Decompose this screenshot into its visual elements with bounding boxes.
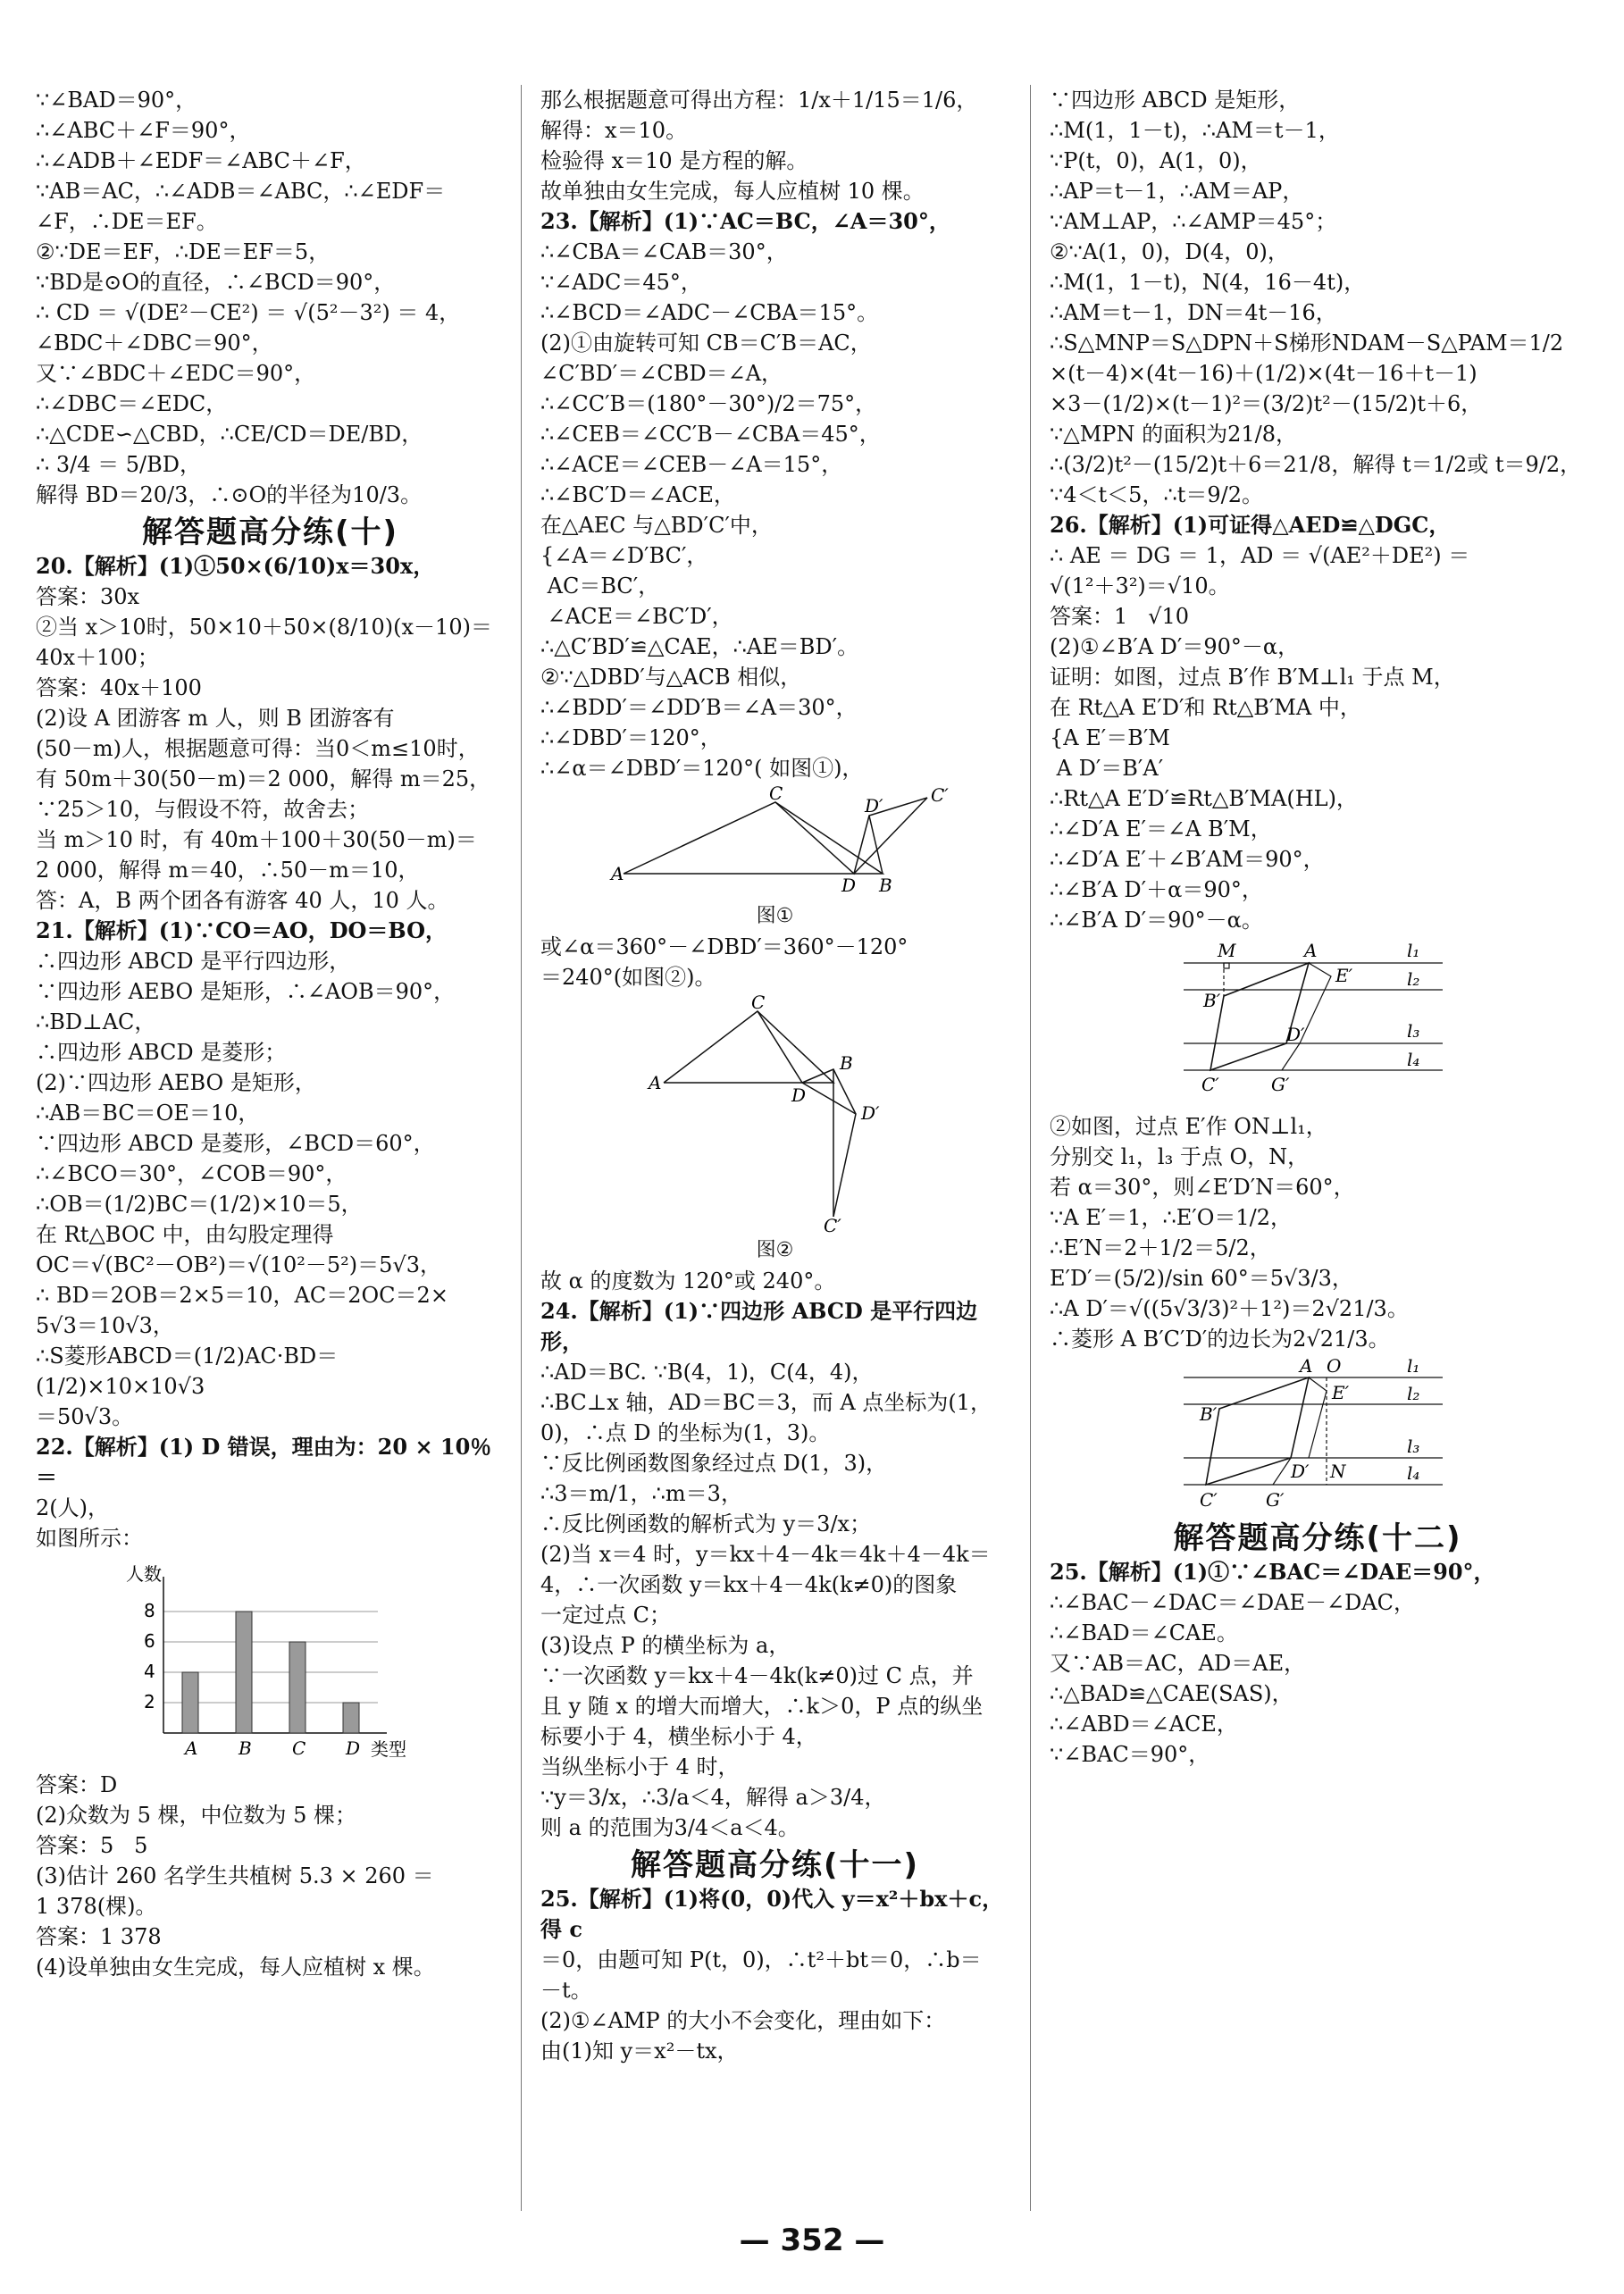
segment-bd-prime [869, 816, 883, 874]
column-1 [36, 85, 505, 1982]
text-line: ∴四边形 ABCD 是平行四边形， [36, 949, 351, 974]
text-line: ∴∠α＝∠DBD′＝120°( 如图①)， [540, 756, 864, 781]
text-line: 2(人)， [36, 1495, 109, 1520]
text-line: OC＝√(BC²－OB²)＝√(10²－5²)＝5√3， [36, 1252, 441, 1277]
label-l4: l₄ [1407, 1462, 1420, 1484]
label-d-prime: D′ [860, 1102, 880, 1124]
text-line: ∴BC⊥x 轴，AD＝BC＝3，而 A 点坐标为(1， [540, 1390, 992, 1415]
label-a: A [1300, 1355, 1313, 1377]
text-line: 若 α＝30°，则∠E′D′N＝60°， [1050, 1175, 1355, 1200]
text-line: {A E′＝B′M [1050, 725, 1170, 750]
label-l3: l₃ [1407, 1436, 1420, 1457]
text-line: ∠F，∴DE＝EF。 [36, 209, 218, 234]
answer-line: 答案：5 5 [36, 1833, 148, 1858]
label-l2: l₂ [1407, 1383, 1420, 1404]
text-line: ∴∠ABD＝∠ACE， [1050, 1712, 1238, 1737]
col2b-lines [540, 932, 1009, 992]
text-line: 答：A，B 两个团各有游客 40 人，10 人。 [36, 888, 449, 913]
triangle-ae-d [1309, 1377, 1327, 1458]
text-line: 在△AEC 与△BD′C′中， [540, 513, 773, 538]
text-line: √(1²＋3²)＝√10。 [1050, 574, 1230, 599]
text-line: ∴∠BDD′＝∠DD′B＝∠A＝30°， [540, 695, 858, 720]
label-m: M [1218, 940, 1236, 961]
col2c-lines [540, 1266, 1009, 1843]
segment-d-g [1282, 1043, 1300, 1070]
text-line: 分别交 l₁，l₃ 于点 O，N， [1050, 1144, 1310, 1169]
text-line: (50－m)人，根据题意可得：当0＜m≤10时， [36, 736, 480, 761]
text-line: ∴AD＝BC. ∵B(4，1)，C(4，4)， [540, 1360, 874, 1385]
bar-a [182, 1672, 198, 1733]
text-line: 40x＋100； [36, 645, 159, 670]
text-line: ∵△MPN 的面积为21/8， [1050, 422, 1297, 447]
text-line: ∴AM＝t－1，DN＝4t－16， [1050, 300, 1337, 325]
label-d-prime: D′ [1291, 1461, 1310, 1482]
text-line: ×3－(1/2)×(t－1)²＝(3/2)t²－(15/2)t＋6， [1050, 391, 1483, 416]
col1c-lines [36, 1770, 505, 1982]
label-l2: l₂ [1407, 968, 1420, 990]
text-line: 0)，∴点 D 的坐标为(1，3)。 [540, 1420, 831, 1445]
section-title: 解答题高分练(十) [141, 515, 399, 550]
text-line: ∵25＞10，与假设不符，故舍去； [36, 797, 370, 822]
text-line: ∴∠ABC＋∠F＝90°， [36, 118, 251, 143]
polyline-bd-prime [802, 1069, 856, 1217]
text-line: ∴S菱形ABCD＝(1/2)AC·BD＝(1/2)×10×10√3 [36, 1344, 339, 1399]
bar-b [236, 1612, 252, 1733]
col3b-lines [1050, 1111, 1586, 1354]
section-title: 解答题高分练(十二) [1173, 1520, 1462, 1556]
text-line: ②如图，过点 E′作 ON⊥l₁， [1050, 1114, 1327, 1139]
label-g-prime: G′ [1266, 1489, 1285, 1511]
text-line: ∴∠DBC＝∠EDC， [36, 391, 228, 416]
figure-26-1 [1184, 941, 1452, 1106]
text-line: 由(1)知 y＝x²－tx， [540, 2039, 739, 2064]
text-line: ∴(3/2)t²－(15/2)t＋6＝21/8，解得 t＝1/2或 t＝9/2， [1050, 452, 1582, 477]
text-line: ∴E′N＝2＋1/2＝5/2， [1050, 1235, 1271, 1260]
text-line: (3)估计 260 名学生共植树 5.3 × 260 ＝ [36, 1863, 434, 1888]
label-a: A [1304, 940, 1318, 961]
text-line: ∴∠D′A E′＝∠A B′M， [1050, 816, 1272, 841]
x-tick-label: A [184, 1737, 197, 1759]
text-line: ∴A D′＝√((5√3/3)²＋1²)＝2√21/3。 [1050, 1296, 1409, 1321]
triangle-acb [664, 1011, 833, 1083]
text-line: ∴OB＝(1/2)BC＝(1/2)×10＝5， [36, 1192, 363, 1217]
text-line: ∵P(t，0)，A(1，0)， [1050, 148, 1262, 173]
answer-line: 答案：30x [36, 584, 140, 609]
label-d: D [841, 875, 856, 896]
y-tick-label: 2 [143, 1691, 155, 1712]
col2-lines [540, 85, 1009, 783]
text-line: 或∠α＝360°－∠DBD′＝360°－120° [540, 934, 908, 959]
bar-chart [110, 1559, 431, 1764]
question-20: 20.【解析】(1)①50×(6/10)x＝30x， [36, 553, 435, 579]
text-line: 4，∴一次函数 y＝kx＋4－4k(k≠0)的图象 [540, 1572, 958, 1597]
question-24: 24.【解析】(1)∵四边形 ABCD 是平行四边形， [540, 1298, 978, 1354]
text-line: ∵A E′＝1，∴E′O＝1/2， [1050, 1205, 1293, 1230]
text-line: ∴AB＝BC＝OE＝10， [36, 1101, 260, 1126]
x-axis-label: 类型 [370, 1738, 406, 1760]
label-c-prime: C′ [1201, 1074, 1219, 1095]
text-line: ＝240°(如图②)。 [540, 965, 716, 990]
col1-lines [36, 85, 505, 510]
section-title: 解答题高分练(十一) [630, 1847, 920, 1883]
label-c-prime: C′ [930, 784, 949, 806]
text-line: {∠A＝∠D′BC′， [540, 543, 708, 568]
x-tick-label: B [238, 1737, 252, 1759]
figure-2 [641, 992, 909, 1236]
text-line: ∴△CDE∽△CBD，∴CE/CD＝DE/BD， [36, 422, 423, 447]
text-line: ∴∠CC′B＝(180°－30°)/2＝75°， [540, 391, 877, 416]
text-line: ∴M(1，1－t)，N(4，16－4t)， [1050, 270, 1366, 295]
text-line: (2)当 x＝4 时，y＝kx＋4－4k＝4k＋4－4k＝ [540, 1542, 991, 1567]
text-line: ∴ CD ＝ √(DE²－CE²) ＝ √(5²－3²) ＝ 4， [36, 300, 461, 325]
text-line: ②当 x＞10时，50×10＋50×(8/10)(x－10)＝ [36, 615, 492, 640]
label-d: D [791, 1084, 806, 1106]
text-line: 又∵AB＝AC，AD＝AE， [1050, 1651, 1306, 1676]
text-line: ∵四边形 AEBO 是矩形，∴∠AOB＝90°， [36, 979, 456, 1004]
text-line: ∵一次函数 y＝kx＋4－4k(k≠0)过 C 点，并 [540, 1663, 974, 1688]
label-l1: l₁ [1407, 1355, 1420, 1377]
question-21: 21.【解析】(1)∵CO＝AO，DO＝BO， [36, 917, 448, 943]
y-axis-label: 人数 [125, 1563, 162, 1585]
y-tick-label: 8 [143, 1600, 155, 1621]
label-e-prime: E′ [1335, 965, 1353, 986]
text-line: ∵四边形 ABCD 是菱形，∠BCD＝60°， [36, 1131, 435, 1156]
text-line: ∴M(1，1－t)，∴AM＝t－1， [1050, 118, 1340, 143]
text-line: ∠C′BD′＝∠CBD＝∠A， [540, 361, 783, 386]
text-line: ∴△C′BD′≌△CAE，∴AE＝BD′。 [540, 634, 859, 659]
text-line: 当纵坐标小于 4 时， [540, 1754, 740, 1779]
question-25: 25.【解析】(1)①∵∠BAC＝∠DAE＝90°， [1050, 1559, 1495, 1585]
text-line: (2)①由旋转可知 CB＝C′B＝AC， [540, 331, 872, 356]
triangle-acb [624, 802, 883, 874]
text-line: ∴反比例函数的解析式为 y＝3/x； [540, 1511, 872, 1536]
text-line: AC＝BC′， [540, 574, 660, 599]
text-line: ∵AB＝AC，∴∠ADB＝∠ABC，∴∠EDF＝ [36, 179, 446, 204]
text-line: A D′＝B′A′ [1050, 756, 1164, 781]
column-2 [540, 85, 1009, 2066]
label-c: C [768, 783, 783, 804]
text-line: 故单独由女生完成，每人应植树 10 棵。 [540, 179, 925, 204]
col3c-lines [1050, 1557, 1586, 1770]
y-tick-label: 4 [143, 1661, 155, 1682]
label-a: A [610, 863, 624, 884]
answer-line: 答案：1 √10 [1050, 604, 1189, 629]
text-line: 标要小于 4，横坐标小于 4， [540, 1724, 817, 1749]
text-line: 故 α 的度数为 120°或 240°。 [540, 1268, 836, 1294]
text-line: 在 Rt△BOC 中，由勾股定理得 [36, 1222, 334, 1247]
text-line: ∴∠B′A D′＋α＝90°， [1050, 877, 1263, 902]
text-line: (4)设单独由女生完成，每人应植树 x 棵。 [36, 1955, 435, 1980]
text-line: 且 y 随 x 的增大而增大，∴k＞0，P 点的纵坐 [540, 1694, 984, 1719]
text-line: (3)设点 P 的横坐标为 a， [540, 1633, 791, 1658]
text-line: (2)设 A 团游客 m 人，则 B 团游客有 [36, 706, 395, 731]
label-b-prime: B′ [1203, 990, 1221, 1011]
text-line: 又∵∠BDC＋∠EDC＝90°， [36, 361, 316, 386]
text-line: (2)∵四边形 AEBO 是矩形， [36, 1070, 316, 1095]
text-line: ∴∠CBA＝∠CAB＝30°， [540, 239, 788, 264]
figure-1-caption: 图① [756, 905, 794, 927]
chart-gridlines [144, 1600, 378, 1712]
text-line: ∵∠BAC＝90°， [1050, 1742, 1210, 1767]
text-line: 一定过点 C； [540, 1603, 671, 1628]
text-line: (2)众数为 5 棵，中位数为 5 棵； [36, 1803, 357, 1828]
column-3 [1050, 85, 1586, 1770]
figure-26-2 [1184, 1355, 1452, 1516]
y-tick-label: 6 [143, 1630, 155, 1652]
text-line: ∴∠BAD＝∠CAE。 [1050, 1620, 1238, 1645]
text-line: ∴BD⊥AC， [36, 1009, 156, 1034]
text-line: 如图所示： [36, 1526, 143, 1551]
text-line: ∵y＝3/x，∴3/a＜4，解得 a＞3/4， [540, 1785, 886, 1810]
text-line: 5√3＝10√3， [36, 1313, 174, 1338]
answer-line: 答案：D [36, 1772, 118, 1797]
x-tick-label: D [345, 1737, 360, 1759]
bar-c [289, 1642, 306, 1733]
text-line: ∵AM⊥AP，∴∠AMP＝45°； [1050, 209, 1337, 234]
text-line: ＝50√3。 [36, 1404, 134, 1429]
text-line: ∵反比例函数图象经过点 D(1，3)， [540, 1451, 888, 1476]
bar-d [343, 1703, 359, 1733]
answer-line: 答案：1 378 [36, 1924, 162, 1949]
label-o: O [1327, 1355, 1342, 1377]
text-line: ∵4＜t＜5，∴t＝9/2。 [1050, 482, 1263, 507]
text-line: ∴∠DBD′＝120°， [540, 725, 722, 750]
question-23: 23.【解析】(1)∵AC＝BC，∠A＝30°， [540, 208, 950, 234]
text-line: ②∵DE＝EF，∴DE＝EF＝5， [36, 239, 331, 264]
text-line: ∴S△MNP＝S△DPN＋S梯形NDAM－S△PAM＝1/2 [1050, 331, 1564, 356]
text-line: (2)①∠B′A D′＝90°－α， [1050, 634, 1300, 659]
text-line: 1 378(棵)。 [36, 1894, 157, 1919]
figure-2-caption: 图② [756, 1239, 794, 1261]
text-line: ∴△BAD≌△CAE(SAS)， [1050, 1681, 1293, 1706]
text-line: 那么根据题意可得出方程：1/x＋1/15＝1/6， [540, 88, 978, 113]
column-divider [1030, 85, 1031, 2211]
text-line: ∴ 3/4 ＝ 5/BD， [36, 452, 202, 477]
label-a: A [648, 1072, 661, 1093]
text-line: ×(t－4)×(4t－16)＋(1/2)×(4t－16＋t－1) [1050, 361, 1478, 386]
text-line: ∴∠ACE＝∠CEB－∠A＝15°， [540, 452, 843, 477]
text-line: ∵四边形 ABCD 是矩形， [1050, 88, 1301, 113]
text-line: ∴ AE ＝ DG ＝ 1，AD ＝ √(AE²＋DE²) ＝ [1050, 543, 1470, 568]
text-line: (2)①∠AMP 的大小不会变化，理由如下： [540, 2008, 946, 2033]
answer-line: 答案：40x＋100 [36, 675, 202, 700]
label-l3: l₃ [1407, 1020, 1420, 1042]
page-number: — 352 — [739, 2223, 885, 2258]
text-line: ②∵△DBD′与△ACB 相似， [540, 665, 802, 690]
triangle-c-prime [775, 798, 927, 874]
text-line: ∴四边形 ABCD 是菱形； [36, 1040, 287, 1065]
text-line: ∴菱形 A B′C′D′的边长为2√21/3。 [1050, 1327, 1390, 1352]
text-line: ∴∠D′A E′＋∠B′AM＝90°， [1050, 847, 1325, 872]
text-line: 证明：如图，过点 B′作 B′M⊥l₁ 于点 M， [1050, 665, 1455, 690]
text-line: 解得 BD＝20/3，∴⊙O的半径为10/3。 [36, 482, 423, 507]
text-line: 2 000，解得 m＝40，∴50－m＝10， [36, 858, 420, 883]
label-e-prime: E′ [1332, 1382, 1350, 1403]
label-d-prime: D′ [864, 795, 883, 816]
label-l1: l₁ [1407, 940, 1420, 961]
label-c: C [750, 992, 765, 1013]
text-line: ∴∠B′A D′＝90°－α。 [1050, 908, 1263, 933]
text-line: ∵BD是⊙O的直径，∴∠BCD＝90°， [36, 270, 396, 295]
text-line: ∴ BD＝2OB＝2×5＝10，AC＝2OC＝2× [36, 1283, 448, 1308]
figure-1 [606, 783, 949, 896]
text-line: ∴3＝m/1，∴m＝3， [540, 1481, 742, 1506]
question-22: 22.【解析】(1) D 错误，理由为：20 × 10％ ＝ [36, 1434, 499, 1490]
question-26: 26.【解析】(1)可证得△AED≌△DGC， [1050, 512, 1451, 538]
text-line: E′D′＝(5/2)/sin 60°＝5√3/3， [1050, 1266, 1353, 1291]
text-line: 解得：x＝10。 [540, 118, 688, 143]
text-line: ∵∠BAD＝90°， [36, 88, 197, 113]
label-c-prime: C′ [823, 1215, 841, 1236]
text-line: 则 a 的范围为3/4＜a＜4。 [540, 1815, 799, 1840]
text-line: 在 Rt△A E′D′和 Rt△B′MA 中， [1050, 695, 1361, 720]
text-line: ∴AP＝t－1，∴AM＝AP， [1050, 179, 1304, 204]
text-line: ＝0，由题可知 P(t，0)，∴t²＋bt＝0，∴b＝ [540, 1947, 982, 1972]
text-line: ∴∠BC′D＝∠ACE， [540, 482, 735, 507]
rhombus [1210, 963, 1309, 1070]
label-b: B [839, 1052, 853, 1074]
right-angle-mark [1224, 963, 1229, 968]
text-line: －t。 [540, 1978, 592, 2003]
label-n: N [1330, 1461, 1346, 1482]
label-c-prime: C′ [1200, 1489, 1218, 1511]
question-25: 25.【解析】(1)将(0，0)代入 y＝x²＋bx＋c，得 c [540, 1886, 1004, 1942]
text-line: ∴∠BCO＝30°，∠COB＝90°， [36, 1161, 347, 1186]
text-line: ∴∠CEB＝∠CC′B－∠CBA＝45°， [540, 422, 881, 447]
text-line: ∴∠ADB＋∠EDF＝∠ABC＋∠F， [36, 148, 366, 173]
text-line: ∠BDC＋∠DBC＝90°， [36, 331, 273, 356]
label-b: B [878, 875, 892, 896]
text-line: ∴Rt△A E′D′≌Rt△B′MA(HL)， [1050, 786, 1358, 811]
label-g-prime: G′ [1271, 1074, 1290, 1095]
chart-bars [182, 1612, 360, 1759]
text-line: ②∵A(1，0)，D(4，0)， [1050, 239, 1289, 264]
col1b-lines [36, 551, 505, 1553]
text-line: 有 50m＋30(50－m)＝2 000，解得 m＝25， [36, 766, 491, 791]
text-line: 检验得 x＝10 是方程的解。 [540, 148, 808, 173]
column-divider [521, 85, 522, 2211]
text-line: 当 m＞10 时，有 40m＋100＋30(50－m)＝ [36, 827, 477, 852]
segment-d-g [1273, 1458, 1291, 1485]
label-b-prime: B′ [1200, 1403, 1218, 1425]
text-line: ∠ACE＝∠BC′D′， [540, 604, 733, 629]
label-d-prime: D′ [1286, 1024, 1305, 1045]
col3-lines [1050, 85, 1586, 935]
text-line: ∴∠BCD＝∠ADC－∠CBA＝15°。 [540, 300, 879, 325]
text-line: ∴∠BAC－∠DAC＝∠DAE－∠DAC， [1050, 1590, 1416, 1615]
text-line: ∵∠ADC＝45°， [540, 270, 702, 295]
col2d-lines [540, 1884, 1009, 2066]
label-l4: l₄ [1407, 1049, 1420, 1070]
x-tick-label: C [291, 1737, 306, 1759]
